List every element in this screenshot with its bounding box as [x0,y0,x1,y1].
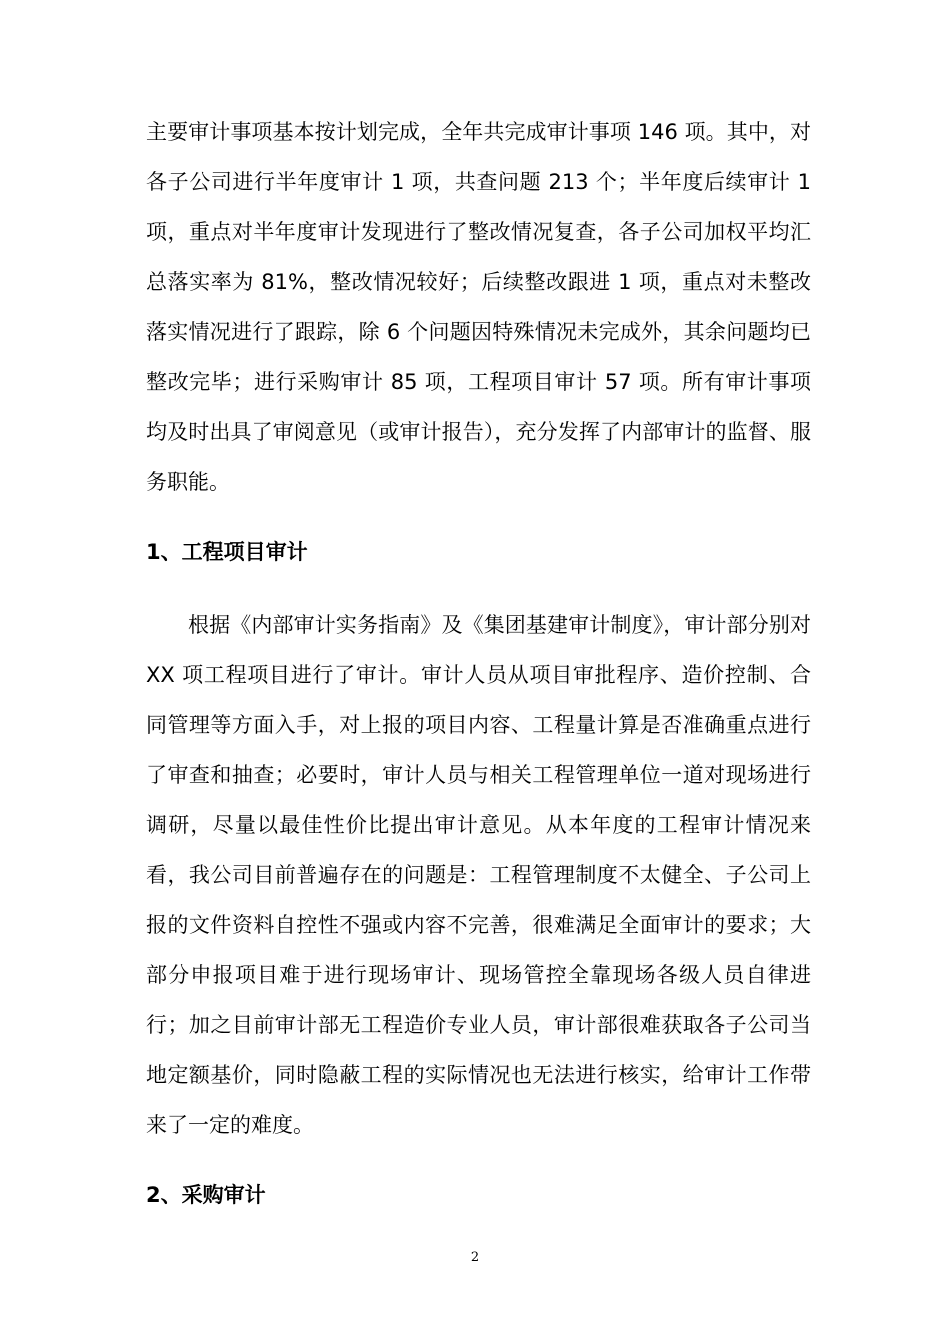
section-body-engineering-audit: 根据《内部审计实务指南》及《集团基建审计制度》，审计部分别对 XX 项工程项目进行了审计。审计人员从项目审批程序、造价控制、合同管理等方面入手，对上报的项目内容、工程量计算是否准确重点进行了审查和抽查；必要时，审计人员与相关工程管理单位一道对现场进行调研，尽量以最佳性价比提出审计意见。从本年度的工程审计情况来看，我公司目前普遍存在的问题是：工程管理制度不太健全、子公司上报的文件资料自控性不强或内容不完善，很难满足全面审计的要求；大部分申报项目难于进行现场审计、现场管控全靠现场各级人员自律进行；加之目前审计部无工程造价专业人员，审计部很难获取各子公司当地定额基价，同时隐蔽工程的实际情况也无法进行核实，给审计工作带来了一定的难度。 [146,613,811,1137]
page-number: 2 [470,1250,480,1265]
intro-paragraph: 主要审计事项基本按计划完成，全年共完成审计事项 146 项。其中，对各子公司进行半年度审计 1 项，共查问题 213 个；半年度后续审计 1 项，重点对半年度审计发现进行了整改情况复查，各子公司加权平均汇总落实率为 81%，整改情况较好；后续整改跟进 1 项，重点对未整改落实情况进行了跟踪，除 6 个问题因特殊情况未完成外，其余问题均已整改完毕；进行采购审计 85 项，工程项目审计 57 项。所有审计事项均及时出具了审阅意见（或审计报告），充分发挥了内部审计的监督、服务职能。 [146,120,811,494]
section-heading-procurement-audit: 2、采购审计 [146,1183,266,1207]
section-heading-engineering-audit: 1、工程项目审计 [146,540,308,564]
